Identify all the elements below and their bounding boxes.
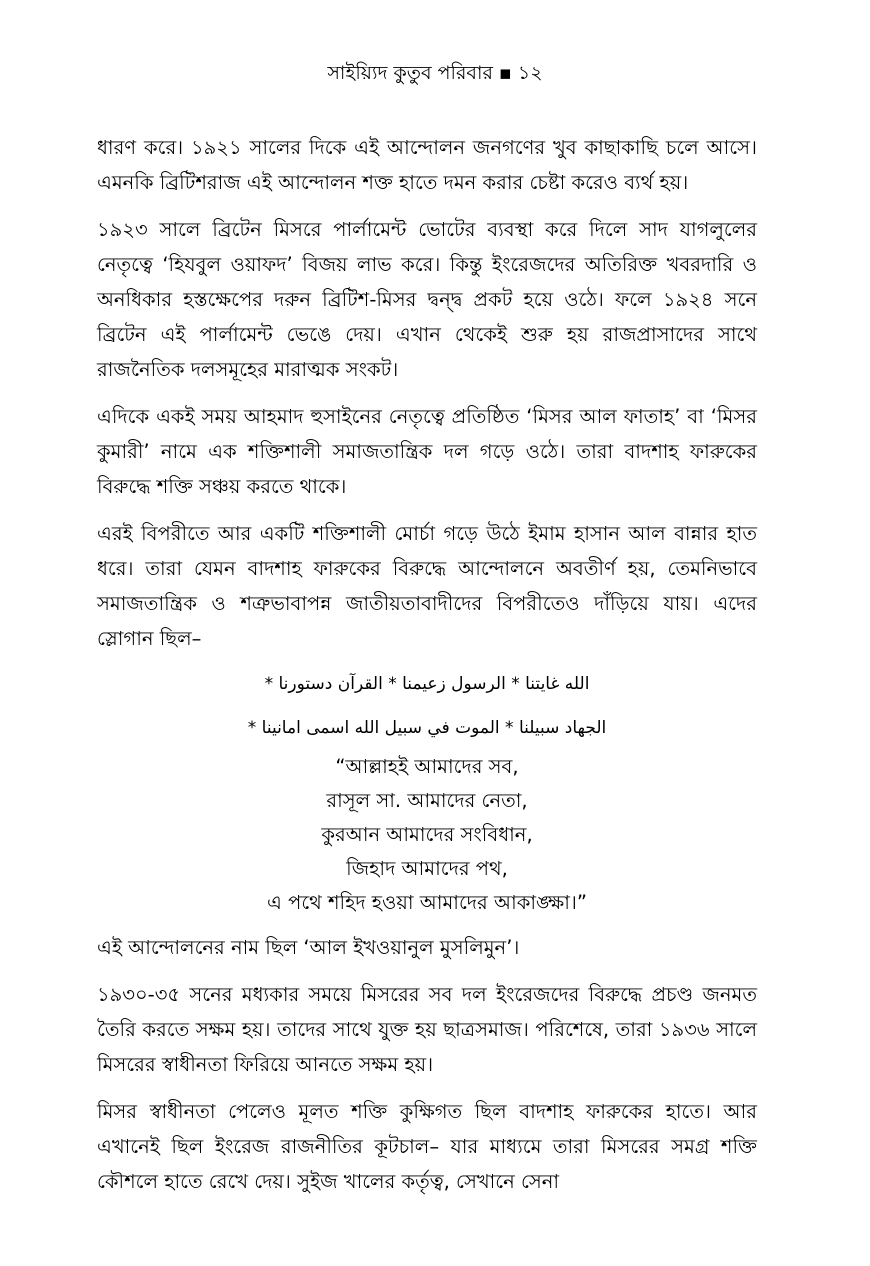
- paragraph-1: ধারণ করে। ১৯২১ সালের দিকে এই আন্দোলন জনগণের খুব কাছাকাছি চলে আসে। এমনকি ব্রিটিশরাজ এই আন্দোলন শক্ত হাতে দমন করার চেষ্টা করেও ব্যর্থ হয়।: [97, 136, 757, 194]
- slogan-translation-line: কুরআন আমাদের সংবিধান,: [321, 823, 533, 846]
- paragraph-5: এই আন্দোলনের নাম ছিল ‘আল ইখওয়ানুল মুসলিমুন’।: [97, 936, 520, 959]
- slogan-translation-line: “আল্লাহই আমাদের সব,: [335, 755, 519, 778]
- slogan-arabic-line-2: الجهاد سبيلنا * الموت في سبيل الله اسمى امانينا *: [247, 718, 607, 738]
- paragraph-2: ১৯২৩ সালে ব্রিটেন মিসরে পার্লামেন্ট ভোটের ব্যবস্থা করে দিলে সাদ যাগলুলের নেতৃত্বে ‘হিযবুল ওয়াফদ’ বিজয় লাভ করে। কিন্তু ইংরেজদের অতিরিক্ত খবরদারি ও অনধিকার হস্তক্ষেপের দরুন ব্রিটিশ-মিসর দ্বন্দ্ব প্রকট হয়ে ওঠে। ফলে ১৯২৪ সনে ব্রিটেন এই পার্লামেন্ট ভেঙে দেয়। এখান থেকেই শুরু হয় রাজপ্রাসাদের সাথে রাজনৈতিক দলসমূহের মারাত্মক সংকট।: [97, 218, 757, 381]
- paragraph-3: এদিকে একই সময় আহমাদ হুসাইনের নেতৃত্বে প্রতিষ্ঠিত ‘মিসর আল ফাতাহ’ বা ‘মিসর কুমারী’ নামে এক শক্তিশালী সমাজতান্ত্রিক দল গড়ে ওঠে। তারা বাদশাহ ফারুকের বিরুদ্ধে শক্তি সঞ্চয় করতে থাকে।: [97, 405, 757, 498]
- slogan-translation: [97, 750, 757, 920]
- paragraph-4: এরই বিপরীতে আর একটি শক্তিশালী মোর্চা গড়ে উঠে ইমাম হাসান আল বান্নার হাত ধরে। তারা যেমন বাদশাহ ফারুকের বিরুদ্ধে আন্দোলনে অবতীর্ণ হয়, তেমনিভাবে সমাজতান্ত্রিক ও শত্রুভাবাপন্ন জাতীয়তাবাদীদের বিপরীতেও দাঁড়িয়ে যায়। এদের স্লোগান ছিল–: [97, 522, 757, 650]
- slogan-arabic-line-1: الله غايتنا * الرسول زعيمنا * القرآن دستورنا *: [264, 674, 590, 694]
- running-header: সাইয়্যিদ কুতুব পরিবার ▪ ১২: [327, 62, 543, 84]
- slogan-translation-line: জিহাদ আমাদের পথ,: [346, 857, 508, 880]
- slogan-translation-line: এ পথে শহিদ হওয়া আমাদের আকাঙ্ক্ষা।”: [267, 891, 587, 914]
- paragraph-7: মিসর স্বাধীনতা পেলেও মূলত শক্তি কুক্ষিগত ছিল বাদশাহ ফারুকের হাতে। আর এখানেই ছিল ইংরেজ রাজনীতির কূটচাল– যার মাধ্যমে তারা মিসরের সমগ্র শক্তি কৌশলে হাতে রেখে দেয়। সুইজ খালের কর্তৃত্ব, সেখানে সেনা: [97, 1100, 757, 1193]
- slogan-translation-line: রাসূল সা. আমাদের নেতা,: [326, 789, 528, 812]
- page-body: [97, 130, 757, 1199]
- paragraph-6: ১৯৩০-৩৫ সনের মধ্যকার সময়ে মিসরের সব দল ইংরেজদের বিরুদ্ধে প্রচণ্ড জনমত তৈরি করতে সক্ষম হয়। তাদের সাথে যুক্ত হয় ছাত্রসমাজ। পরিশেষে, তারা ১৯৩৬ সালে মিসরের স্বাধীনতা ফিরিয়ে আনতে সক্ষম হয়।: [97, 983, 757, 1076]
- slogan-arabic: [97, 662, 757, 750]
